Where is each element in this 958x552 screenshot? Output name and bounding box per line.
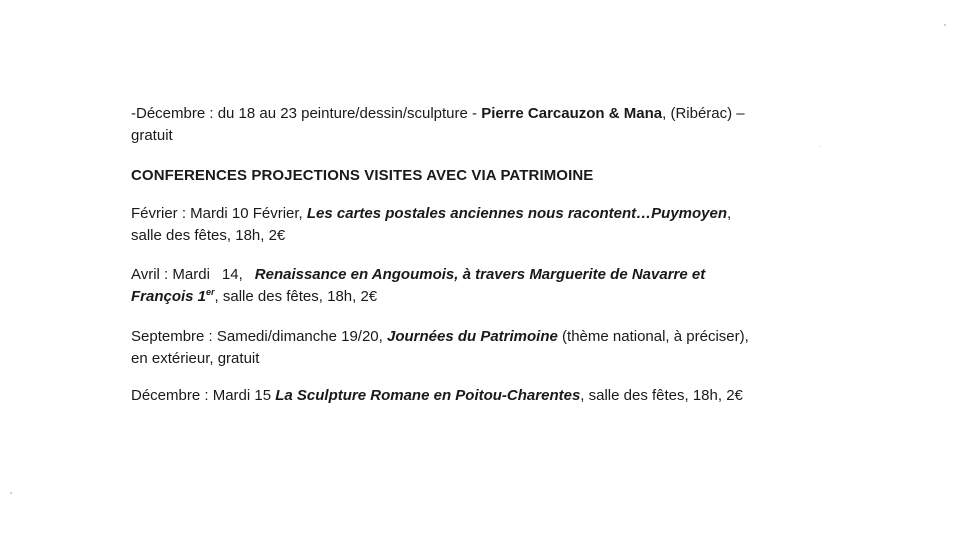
avril-prefix: Avril : Mardi [131,266,210,283]
septembre-details: en extérieur, gratuit [131,350,260,367]
section-heading: CONFERENCES PROJECTIONS VISITES AVEC VIA PATRIMOINE [131,167,594,184]
decembre-conf-prefix: Décembre : Mardi 15 [131,387,276,404]
septembre-suffix: (thème national, à préciser), [557,328,749,345]
fevrier-details: salle des fêtes, 18h, 2€ [131,227,286,244]
decembre-conf-title: La Sculpture Romane en Poitou-Charentes [275,387,581,404]
paragraph-fevrier [131,203,837,247]
paragraph-decembre-exposition [131,103,837,147]
avril-day: 14, [221,266,243,283]
fevrier-title: Les cartes postales anciennes nous racontent…Puymoyen [306,205,728,222]
avril-suffix: , salle des fêtes, 18h, 2€ [214,288,378,305]
fevrier-suffix: , [727,205,732,222]
scan-speck [10,492,12,494]
septembre-title: Journées du Patrimoine [386,328,558,345]
scan-speck [819,146,820,147]
avril-title-superscript: er [206,287,215,297]
decembre-expo-suffix: , (Ribérac) – [662,105,745,122]
paragraph-decembre-conference [131,385,837,407]
paragraph-septembre [131,326,837,370]
decembre-expo-artists: Pierre Carcauzon & Mana [481,105,663,122]
decembre-expo-price: gratuit [131,127,173,144]
fevrier-prefix: Février : Mardi 10 Février, [131,205,307,222]
avril-title-line1: Renaissance en Angoumois, à travers Marguerite de Navarre et [254,266,706,283]
decembre-expo-prefix: -Décembre : du 18 au 23 peinture/dessin/sculpture - [131,105,482,122]
decembre-conf-suffix: , salle des fêtes, 18h, 2€ [580,387,743,404]
avril-title-line2: François 1 [131,288,207,305]
septembre-prefix: Septembre : Samedi/dimanche 19/20, [131,328,387,345]
paragraph-avril [131,264,837,308]
scan-speck [944,24,946,26]
